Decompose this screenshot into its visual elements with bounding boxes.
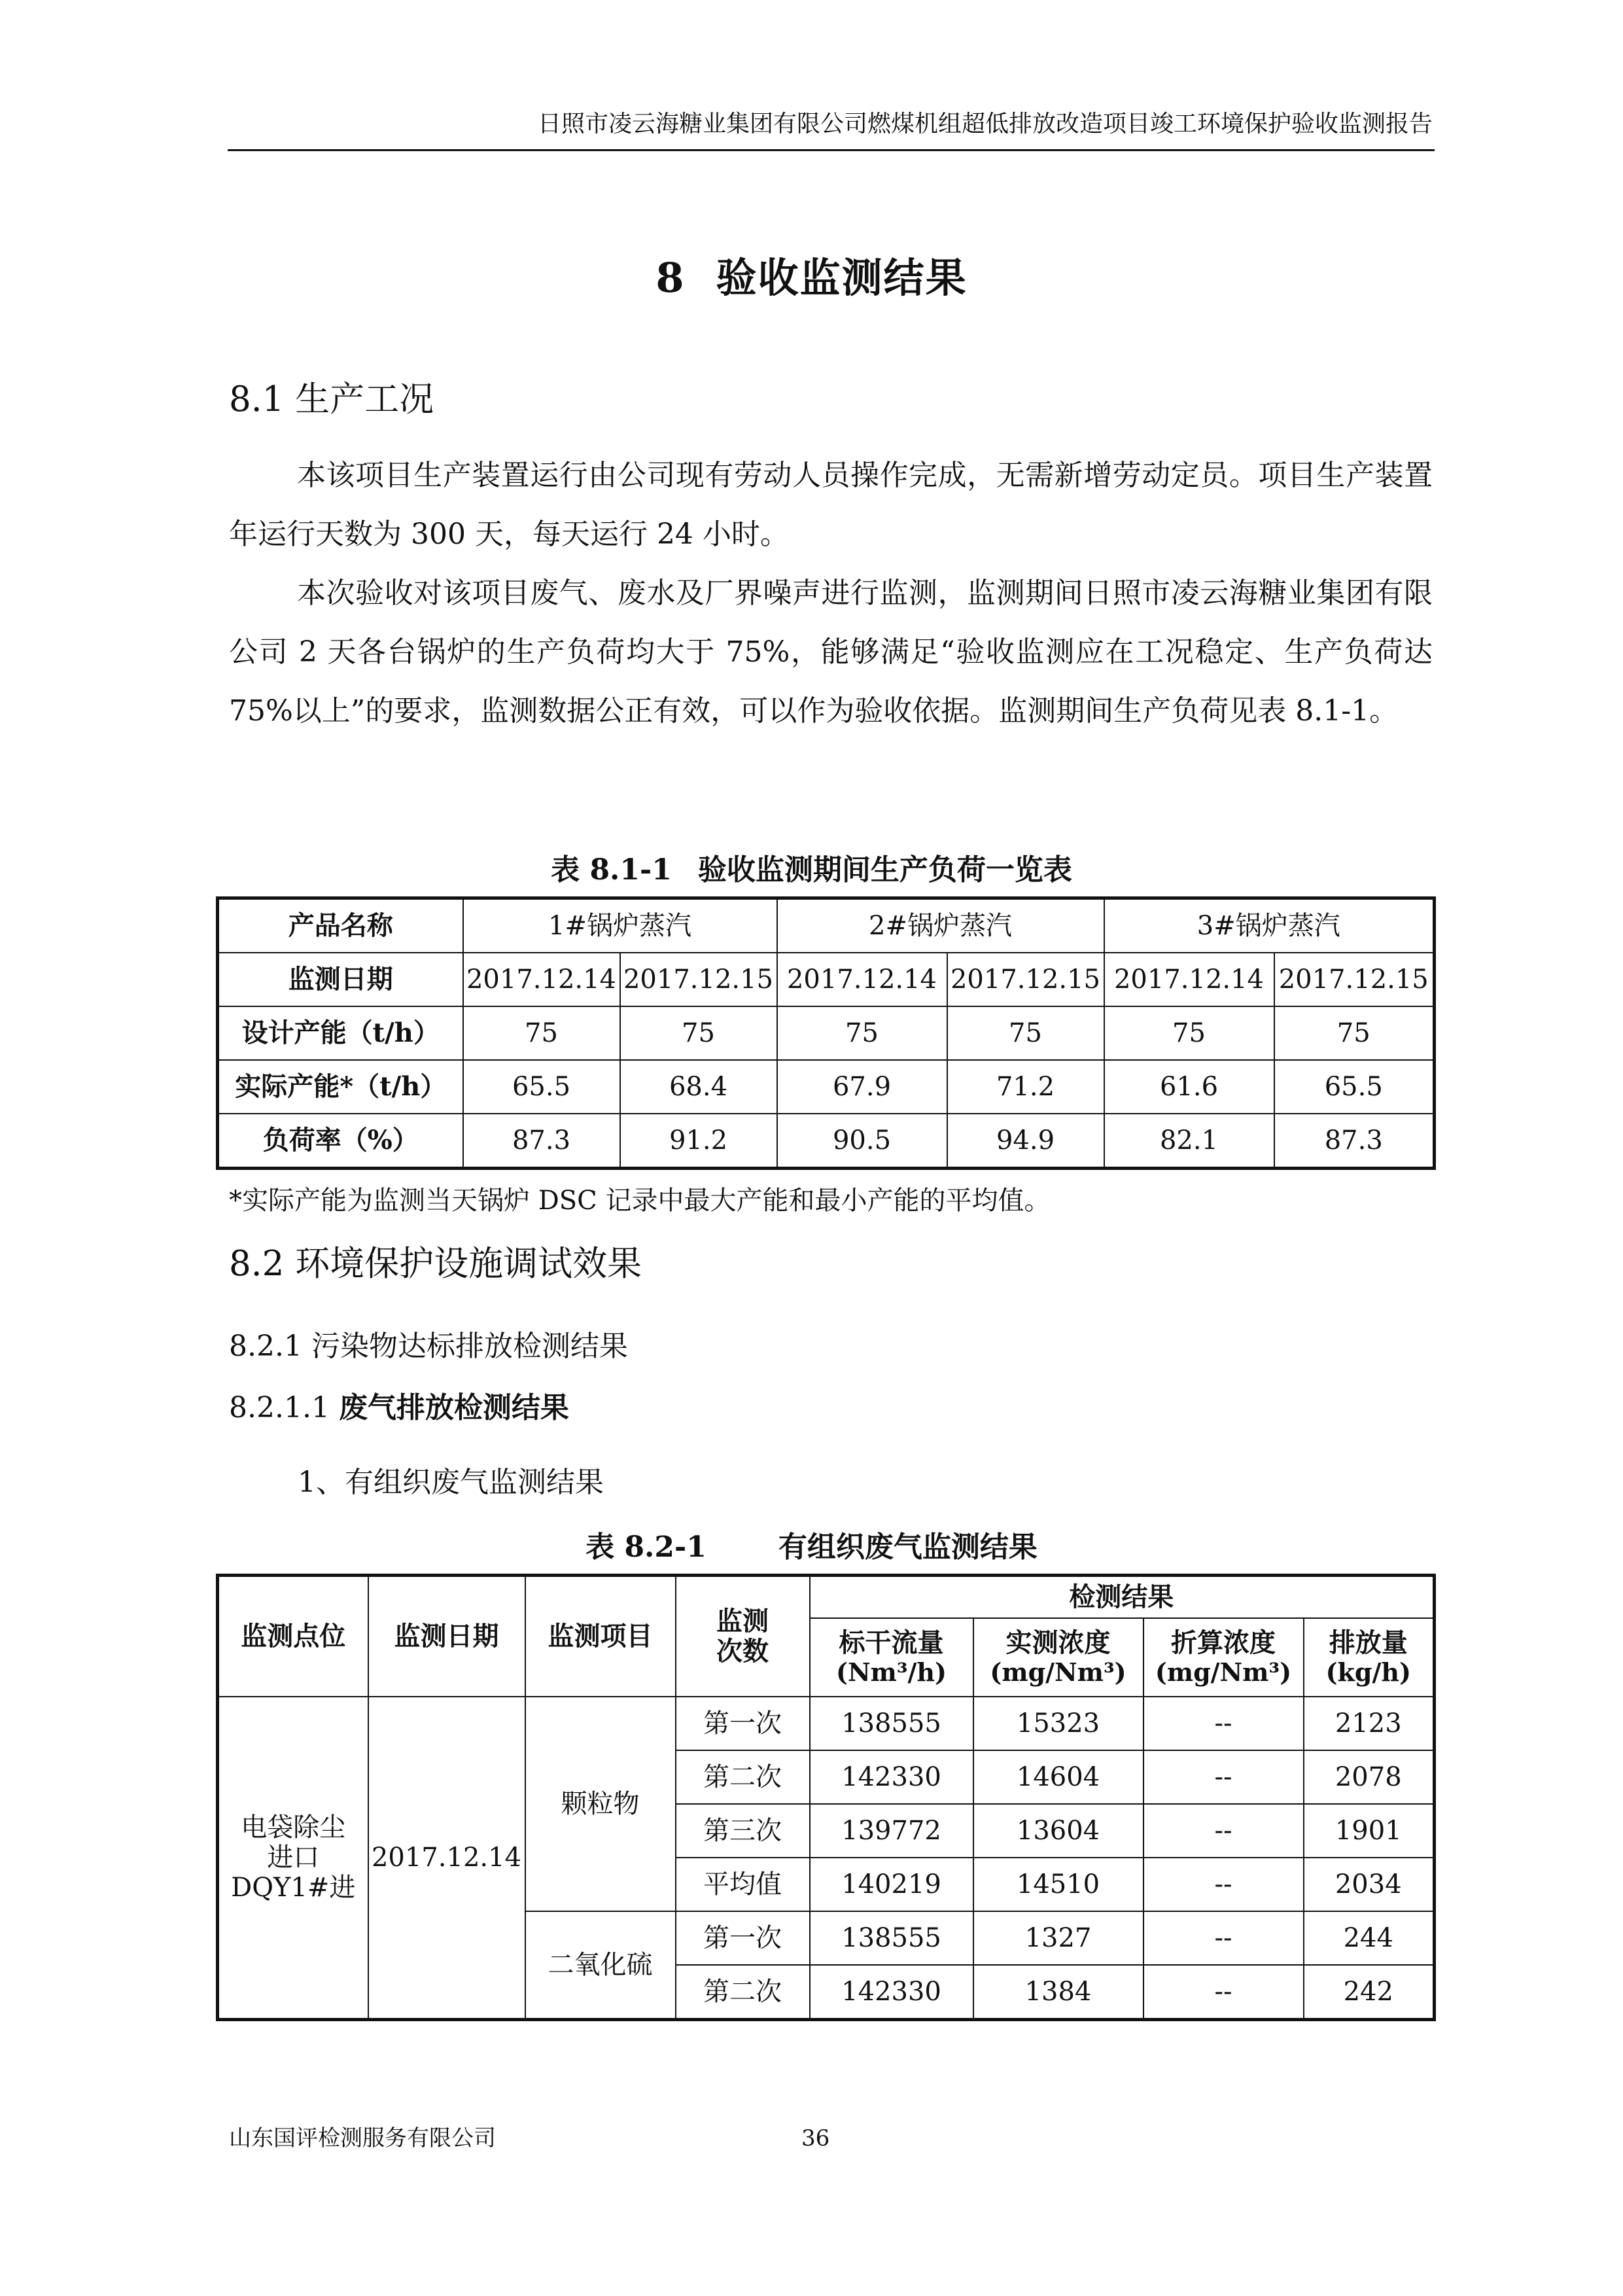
- section-heading-8-1: 8.1 生产工况: [229, 380, 434, 419]
- converted-cell: --: [1143, 1858, 1304, 1911]
- design-cell: 75: [620, 1006, 777, 1060]
- list-item-heading: 1、有组织废气监测结果: [298, 1466, 604, 1499]
- table-row: [218, 898, 1435, 953]
- pollutant-particulate: 颗粒物: [525, 1697, 676, 1911]
- emission-cell: 2123: [1304, 1697, 1435, 1750]
- flow-cell: 138555: [810, 1697, 973, 1750]
- section-heading-8-2: 8.2 环境保护设施调试效果: [229, 1244, 642, 1284]
- times-cell: 第二次: [676, 1965, 810, 2020]
- subsection-title: 废气排放检测结果: [338, 1391, 569, 1424]
- emission-cell: 242: [1304, 1965, 1435, 2020]
- header-times-line1: 监测: [716, 1606, 769, 1636]
- product-3: 3#锅炉蒸汽: [1104, 898, 1435, 953]
- times-cell: 平均值: [676, 1858, 810, 1911]
- label-actual: 实际产能*（t/h）: [218, 1060, 463, 1114]
- product-1: 1#锅炉蒸汽: [463, 898, 777, 953]
- measured-cell: 14510: [973, 1858, 1143, 1911]
- converted-cell: --: [1143, 1965, 1304, 2020]
- converted-cell: --: [1143, 1911, 1304, 1965]
- header-monitoring-point: 监测点位: [218, 1576, 368, 1697]
- emission-monitoring-table: [216, 1574, 1436, 2021]
- load-cell: 87.3: [463, 1114, 620, 1169]
- converted-cell: --: [1143, 1804, 1304, 1858]
- actual-cell: 67.9: [777, 1060, 947, 1114]
- actual-cell: 65.5: [463, 1060, 620, 1114]
- table-row: [218, 1006, 1435, 1060]
- actual-cell: 68.4: [620, 1060, 777, 1114]
- date-cell: 2017.12.15: [1274, 953, 1435, 1006]
- header-converted-label: 折算浓度: [1171, 1627, 1276, 1659]
- chapter-number: 8: [655, 254, 686, 302]
- date-cell: 2017.12.14: [463, 953, 620, 1006]
- paragraph-1: 本该项目生产装置运行由公司现有劳动人员操作完成，无需新增劳动定员。项目生产装置年运行天数为 300 天，每天运行 24 小时。: [229, 459, 1433, 551]
- table-row: [218, 953, 1435, 1006]
- measured-cell: 1384: [973, 1965, 1143, 2020]
- header-times-line2: 次数: [716, 1636, 769, 1667]
- emission-cell: 2034: [1304, 1858, 1435, 1911]
- date-cell: 2017.12.15: [947, 953, 1104, 1006]
- load-cell: 87.3: [1274, 1114, 1435, 1169]
- actual-cell: 65.5: [1274, 1060, 1435, 1114]
- running-header: 日照市凌云海糖业集团有限公司燃煤机组超低排放改造项目竣工环境保护验收监测报告: [537, 111, 1433, 137]
- times-cell: 第一次: [676, 1697, 810, 1750]
- load-cell: 94.9: [947, 1114, 1104, 1169]
- load-cell: 91.2: [620, 1114, 777, 1169]
- table-1-number: 表 8.1-1: [551, 853, 672, 887]
- times-cell: 第一次: [676, 1911, 810, 1965]
- table-2-number: 表 8.2-1: [585, 1530, 707, 1564]
- header-converted: [1143, 1618, 1304, 1697]
- header-rule: [228, 149, 1435, 151]
- measured-cell: 1327: [973, 1911, 1143, 1965]
- header-monitoring-times: [676, 1576, 810, 1697]
- header-converted-unit: (mg/Nm³): [1155, 1657, 1292, 1687]
- point-line2: 进口: [267, 1843, 320, 1873]
- header-emission: [1304, 1618, 1435, 1697]
- label-date: 监测日期: [218, 953, 463, 1006]
- header-monitoring-date: 监测日期: [368, 1576, 525, 1697]
- point-line3: DQY1#进: [231, 1873, 356, 1903]
- label-product: 产品名称: [218, 898, 463, 953]
- date-cell: 2017.12.14: [1104, 953, 1274, 1006]
- load-cell: 90.5: [777, 1114, 947, 1169]
- point-line1: 电袋除尘: [241, 1812, 346, 1843]
- design-cell: 75: [463, 1006, 620, 1060]
- subsection-heading-8-2-1-1: [229, 1388, 569, 1428]
- load-cell: 82.1: [1104, 1114, 1274, 1169]
- emission-cell: 244: [1304, 1911, 1435, 1965]
- page-number: 36: [801, 2125, 830, 2151]
- header-measured-label: 实测浓度: [1005, 1627, 1111, 1659]
- flow-cell: 142330: [810, 1965, 973, 2020]
- measured-cell: 14604: [973, 1750, 1143, 1804]
- emission-cell: 1901: [1304, 1804, 1435, 1858]
- design-cell: 75: [1104, 1006, 1274, 1060]
- design-cell: 75: [947, 1006, 1104, 1060]
- label-load: 负荷率（%）: [218, 1114, 463, 1169]
- chapter-title: [0, 252, 1623, 304]
- table-row: [218, 1060, 1435, 1114]
- header-results: 检测结果: [810, 1576, 1435, 1619]
- header-flow-unit: (Nm³/h): [835, 1657, 947, 1687]
- chapter-name: 验收监测结果: [716, 254, 968, 302]
- table-1-caption: [0, 851, 1623, 890]
- emission-cell: 2078: [1304, 1750, 1435, 1804]
- table-row: [218, 1114, 1435, 1169]
- header-measured: [973, 1618, 1143, 1697]
- flow-cell: 142330: [810, 1750, 973, 1804]
- header-flow-label: 标干流量: [839, 1627, 944, 1659]
- actual-cell: 61.6: [1104, 1060, 1274, 1114]
- monitoring-point-cell: [218, 1697, 368, 2020]
- header-flow: [810, 1618, 973, 1697]
- monitoring-date-cell: 2017.12.14: [368, 1697, 525, 2020]
- header-monitoring-item: 监测项目: [525, 1576, 676, 1697]
- table-row: [218, 1697, 1435, 1750]
- subsection-number: 8.2.1.1: [229, 1391, 330, 1424]
- table-2-caption: [0, 1528, 1623, 1567]
- design-cell: 75: [1274, 1006, 1435, 1060]
- header-emission-label: 排放量: [1329, 1627, 1408, 1659]
- product-2: 2#锅炉蒸汽: [777, 898, 1104, 953]
- times-cell: 第三次: [676, 1804, 810, 1858]
- flow-cell: 138555: [810, 1911, 973, 1965]
- actual-cell: 71.2: [947, 1060, 1104, 1114]
- footer-company: 山东国评检测服务有限公司: [229, 2125, 496, 2151]
- design-cell: 75: [777, 1006, 947, 1060]
- flow-cell: 139772: [810, 1804, 973, 1858]
- label-design: 设计产能（t/h）: [218, 1006, 463, 1060]
- times-cell: 第二次: [676, 1750, 810, 1804]
- flow-cell: 140219: [810, 1858, 973, 1911]
- header-emission-unit: (kg/h): [1325, 1657, 1411, 1687]
- subsection-heading-8-2-1: 8.2.1 污染物达标排放检测结果: [229, 1330, 628, 1363]
- converted-cell: --: [1143, 1750, 1304, 1804]
- table-1-title: 验收监测期间生产负荷一览表: [697, 853, 1072, 887]
- production-load-table: [216, 896, 1436, 1170]
- paragraph-2: 本次验收对该项目废气、废水及厂界噪声进行监测，监测期间日照市凌云海糖业集团有限公司 2 天各台锅炉的生产负荷均大于 75%，能够满足“验收监测应在工况稳定、生产负荷达 75%以上”的要求，监测数据公正有效，可以作为验收依据。监测期间生产负荷见表 8.1-1。: [229, 576, 1433, 728]
- date-cell: 2017.12.15: [620, 953, 777, 1006]
- table-header-row: [218, 1576, 1435, 1619]
- measured-cell: 13604: [973, 1804, 1143, 1858]
- table-1-footnote: *实际产能为监测当天锅炉 DSC 记录中最大产能和最小产能的平均值。: [229, 1186, 1051, 1216]
- header-measured-unit: (mg/Nm³): [990, 1657, 1126, 1687]
- converted-cell: --: [1143, 1697, 1304, 1750]
- pollutant-so2: 二氧化硫: [525, 1911, 676, 2020]
- measured-cell: 15323: [973, 1697, 1143, 1750]
- table-2-title: 有组织废气监测结果: [778, 1530, 1038, 1564]
- date-cell: 2017.12.14: [777, 953, 947, 1006]
